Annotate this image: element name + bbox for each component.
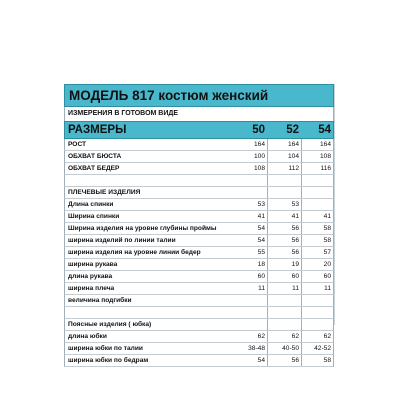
row-value-size-50: 55 <box>257 249 265 256</box>
table-row <box>64 151 334 163</box>
row-value-size-52: 112 <box>288 165 299 172</box>
size-50: 50 <box>252 124 265 136</box>
row-label: ширина юбки по талии <box>68 345 143 352</box>
row-value-size-52: 40-50 <box>282 345 299 352</box>
table-row <box>64 283 334 295</box>
row-value-size-52: 164 <box>287 141 299 148</box>
table-row <box>64 259 334 271</box>
row-value-size-50: 108 <box>253 165 265 172</box>
table-row <box>64 307 334 319</box>
row-value-size-54: 58 <box>323 357 331 364</box>
row-value-size-50: 54 <box>257 357 265 364</box>
table-row <box>64 271 334 283</box>
sizes-header-row <box>64 121 334 139</box>
row-value-size-50: 62 <box>257 333 265 340</box>
row-label: РОСТ <box>68 141 87 148</box>
table-row <box>64 235 334 247</box>
row-label: ширина изделий по линии талии <box>68 237 176 244</box>
row-label: ширина рукава <box>68 261 118 268</box>
table-row <box>64 295 334 307</box>
size-54: 54 <box>318 124 331 136</box>
row-value-size-54: 164 <box>319 141 331 148</box>
row-value-size-50: 53 <box>257 201 265 208</box>
table-row <box>64 163 334 175</box>
row-label: ширина изделия на уровне линии бедер <box>68 249 201 256</box>
row-label: ОБХВАТ БЕДЕР <box>68 165 120 172</box>
row-value-size-52: 11 <box>292 285 299 292</box>
sheet-grid-edge <box>334 84 339 325</box>
size-52: 52 <box>286 124 299 136</box>
row-value-size-54: 60 <box>323 273 331 280</box>
row-value-size-52: 104 <box>287 153 299 160</box>
row-label: длина юбки <box>68 333 107 340</box>
row-value-size-54: 62 <box>323 333 331 340</box>
row-label: длина рукава <box>68 273 113 280</box>
row-value-size-52: 56 <box>291 357 299 364</box>
row-value-size-52: 60 <box>291 273 299 280</box>
row-value-size-54: 41 <box>323 213 331 220</box>
row-value-size-54: 57 <box>323 249 331 256</box>
row-value-size-54: 108 <box>319 153 331 160</box>
row-label: ПЛЕЧЕВЫЕ ИЗДЕЛИЯ <box>68 189 141 196</box>
row-label: Длина спинки <box>68 201 114 208</box>
row-label: ширина юбки по бедрам <box>68 357 149 364</box>
row-value-size-50: 11 <box>258 285 265 292</box>
row-label: Ширина спинки <box>68 213 120 220</box>
size-chart-table <box>64 84 334 367</box>
row-label: ОБХВАТ БЮСТА <box>68 153 122 160</box>
table-row <box>64 343 334 355</box>
table-row <box>64 199 334 211</box>
table-row <box>64 355 334 367</box>
table-row <box>64 139 334 151</box>
row-label: ширина плеча <box>68 285 115 292</box>
row-value-size-52: 56 <box>291 225 299 232</box>
row-value-size-54: 42-52 <box>314 345 331 352</box>
row-value-size-54: 11 <box>324 285 331 292</box>
row-value-size-50: 60 <box>257 273 265 280</box>
measurement-rows <box>64 139 334 367</box>
row-value-size-54: 116 <box>320 165 331 172</box>
row-label: Ширина изделия на уровне глубины проймы <box>68 225 217 232</box>
row-value-size-50: 41 <box>257 213 265 220</box>
row-value-size-50: 18 <box>257 261 265 268</box>
model-title: МОДЕЛЬ 817 костюм женский <box>64 84 334 107</box>
row-label: величина подгибки <box>68 297 132 304</box>
table-row <box>64 331 334 343</box>
row-value-size-52: 56 <box>291 237 299 244</box>
row-value-size-50: 100 <box>253 153 265 160</box>
table-row <box>64 175 334 187</box>
row-value-size-50: 164 <box>253 141 265 148</box>
row-value-size-52: 19 <box>291 261 299 268</box>
row-value-size-52: 56 <box>291 249 299 256</box>
row-value-size-52: 53 <box>291 201 299 208</box>
row-value-size-52: 62 <box>291 333 299 340</box>
row-value-size-50: 54 <box>257 225 265 232</box>
row-value-size-50: 54 <box>257 237 265 244</box>
row-value-size-54: 58 <box>323 225 331 232</box>
row-value-size-54: 20 <box>323 261 331 268</box>
table-row <box>64 187 334 199</box>
sizes-label: РАЗМЕРЫ <box>68 124 127 136</box>
measurements-subtitle: ИЗМЕРЕНИЯ В ГОТОВОМ ВИДЕ <box>64 107 334 121</box>
table-row <box>64 319 334 331</box>
row-value-size-54: 58 <box>323 237 331 244</box>
row-label: Поясные изделия ( юбка) <box>68 321 152 328</box>
row-value-size-52: 41 <box>291 213 299 220</box>
table-row <box>64 211 334 223</box>
table-row <box>64 223 334 235</box>
row-value-size-50: 38-48 <box>248 345 265 352</box>
table-row <box>64 247 334 259</box>
